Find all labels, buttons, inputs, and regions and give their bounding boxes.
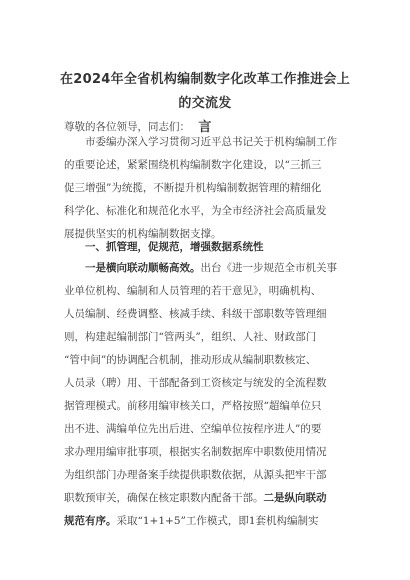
paragraph-line: 市委编办深入学习贯彻习近平总书记关于机构编制工作 [85, 136, 337, 148]
paragraph-line: 据管理模式。前移用编审核关口，严格按照“超编单位只 [64, 400, 322, 412]
paragraph-line: 展提供坚实的机构编制数据支撑。 [64, 228, 222, 240]
paragraph-line: 的重要论述，紧紧围绕机构编制数字化建设，以“三抓三 [64, 159, 322, 171]
document-title-line-2: 言 [198, 120, 212, 135]
paragraph-line: 业单位机构、编制和人员管理的若干意见》，明确机构、 [64, 285, 322, 297]
paragraph-line: 一是横向联动顺畅高效。出台《进一步规范全市机关事 [85, 262, 337, 274]
section-heading-1: 一、抓管理，促规范，增强数据系统性 [85, 241, 264, 253]
paragraph-line: 科学化、标准化和规范化水平，为全市经济社会高质量发 [64, 205, 327, 217]
paragraph-line: “管中间”的协调配合机制，推动形成从编制职数核定、 [64, 354, 317, 366]
paragraph-line: 规范有序。采取“1+1+5”工作模式，即1套机构编制实 [64, 515, 319, 527]
paragraph-line: 则，构建起编制部门“管两头”，组织、人社、财政部门 [64, 331, 317, 343]
paragraph-line: 人员编制、经费调整、核减手续、科级干部职数等管理细 [64, 308, 327, 320]
paragraph-line: 为组织部门办理备案手续提供职数依据，从源头把牢干部 [64, 469, 327, 481]
lead-phrase: 规范有序。 [64, 515, 117, 527]
paragraph-line: 出不进、满编单位先出后进、空编单位按程序进人”的要 [64, 423, 322, 435]
paragraph-intro [64, 131, 354, 246]
paragraph-line: 促三增强”为统揽，不断提升机构编制数据管理的精细化 [64, 182, 322, 194]
paragraph-line: 职数预审关，确保在核定职数内配备干部。二是纵向联动 [64, 492, 327, 504]
lead-phrase: 二是纵向联动 [263, 492, 327, 504]
paragraph-line: 求办理用编审批事项，根据实名制数据库中职数使用情况 [64, 446, 327, 458]
salutation: 尊敬的各位领导，同志们： [64, 121, 190, 133]
document-title-line-1: 在2024年全省机构编制数字化改革工作推进会上的交流发 [59, 72, 351, 111]
paragraph-line: 人员录（聘）用、干部配备到工资核定与统发的全流程数 [64, 377, 327, 389]
paragraph-section-1 [64, 257, 354, 533]
lead-phrase: 一是横向联动顺畅高效。 [85, 262, 201, 274]
